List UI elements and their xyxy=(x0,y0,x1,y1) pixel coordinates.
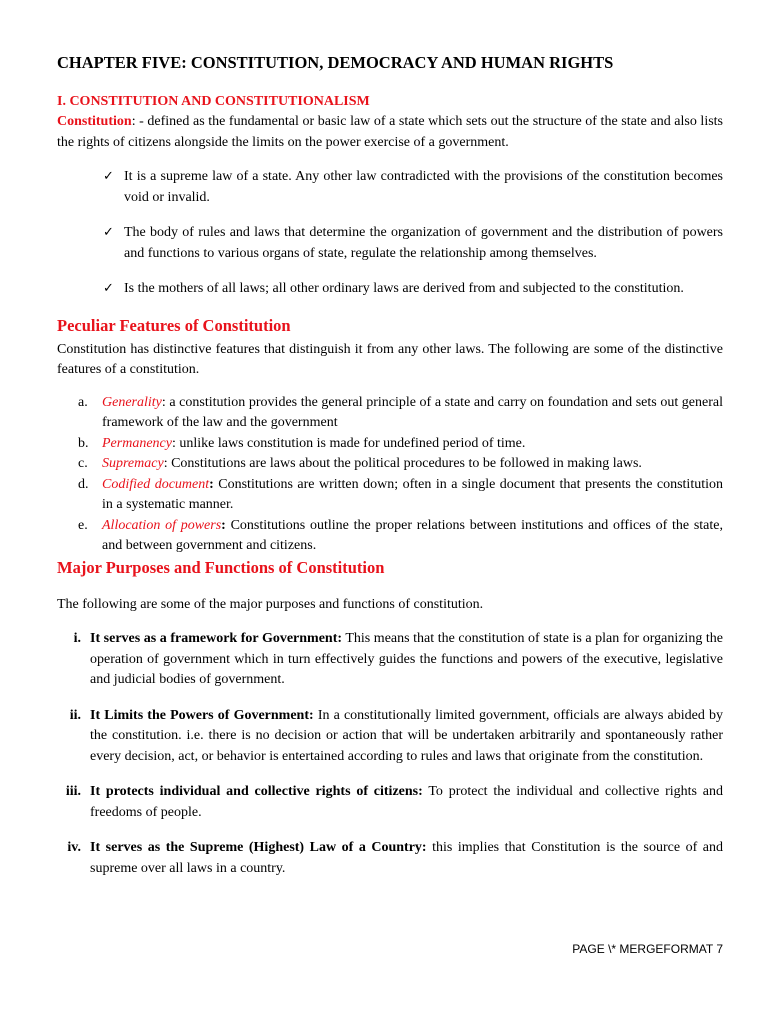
purpose-text: This means that the constitution of state is a plan for organizing the operation of government which in turn effectively guides the functions and powers of the executive, legislative and judicial bodies of government. xyxy=(90,631,723,687)
list-item xyxy=(57,454,723,475)
item-marker: c. xyxy=(78,456,88,471)
item-marker: ii. xyxy=(69,707,81,723)
purpose-lead: It protects individual and collective rights of citizens: xyxy=(90,784,423,799)
purpose-lead: It Limits the Powers of Government: xyxy=(90,707,314,723)
feature-text: Constitutions are written down; often in a single document that presents the constitution in a systematic manner. xyxy=(102,476,723,512)
point-text: Is the mothers of all laws; all other ordinary laws are derived from and subjected to the constitution. xyxy=(124,281,684,296)
feature-term: Supremacy xyxy=(102,456,164,471)
purposes-list xyxy=(57,629,723,879)
purpose-text: In a constitutionally limited government, officials are always abided by the constitution. i.e. there is no decision or action that will be undertaken arbitrarily and spontaneously rather every decision, act, or behavior is entertained according to rules and laws that originate from the constitution. xyxy=(90,707,723,764)
item-marker: a. xyxy=(78,394,88,410)
list-item xyxy=(57,629,723,691)
list-item xyxy=(57,279,723,300)
list-item xyxy=(57,393,723,434)
point-text: The body of rules and laws that determine the organization of government and the distribution of powers and functions to various organs of state, regulate the relationship among themselves. xyxy=(124,225,723,261)
feature-term: Allocation of powers xyxy=(102,517,222,533)
page-footer: PAGE \* MERGEFORMAT 7 xyxy=(572,942,723,956)
section-title: I. CONSTITUTION AND CONSTITUTIONALISM xyxy=(57,94,370,109)
list-item xyxy=(57,516,723,557)
feature-term: Permanency xyxy=(102,435,172,451)
purpose-text: this implies that Constitution is the source of and supreme over all laws in a country. xyxy=(90,840,724,876)
feature-term: Generality xyxy=(102,394,162,410)
checkmark-icon: ✓ xyxy=(103,169,114,184)
definition-text: : - defined as the fundamental or basic law of a state which sets out the structure of the state and also lists the rights of citizens alongside the limits on the power exercise of a government. xyxy=(57,114,723,150)
constitution-points xyxy=(57,167,723,300)
purposes-intro: The following are some of the major purposes and functions of constitution. xyxy=(57,596,484,612)
list-item xyxy=(57,838,723,879)
feature-text: unlike laws constitution is made for undefined period of time. xyxy=(175,435,526,451)
definition-term: Constitution xyxy=(57,114,132,129)
item-marker: e. xyxy=(78,517,88,533)
purpose-lead: It serves as a framework for Government: xyxy=(90,631,343,646)
item-marker: iv. xyxy=(67,840,81,855)
purpose-text: To protect the individual and collective rights and freedoms of people. xyxy=(90,784,723,820)
list-item xyxy=(57,782,723,823)
purpose-lead: It serves as the Supreme (Highest) Law of a Country: xyxy=(90,840,427,855)
checkmark-icon: ✓ xyxy=(103,225,114,240)
constitution-definition xyxy=(57,112,723,153)
feature-sep: : xyxy=(221,517,226,533)
list-item xyxy=(57,167,723,208)
features-list xyxy=(57,393,723,557)
point-text: It is a supreme law of a state. Any other law contradicted with the provisions of the constitution becomes void or invalid. xyxy=(124,169,723,205)
features-intro: Constitution has distinctive features that distinguish it from any other laws. The following are some of the distinctive features of a constitution. xyxy=(57,341,723,377)
list-item xyxy=(57,706,723,768)
feature-term: Codified document xyxy=(102,476,210,492)
list-item xyxy=(57,475,723,516)
feature-sep: : xyxy=(171,435,176,451)
list-item xyxy=(57,223,723,264)
feature-sep: : xyxy=(161,394,166,410)
checkmark-icon: ✓ xyxy=(103,281,114,296)
features-heading: Peculiar Features of Constitution xyxy=(57,315,291,335)
document-page xyxy=(57,52,723,894)
chapter-title: CHAPTER FIVE: CONSTITUTION, DEMOCRACY AND HUMAN RIGHTS xyxy=(57,53,614,72)
feature-text: a constitution provides the general principle of a state and carry on foundation and sets out general framework of the law and the government xyxy=(102,394,723,430)
list-item xyxy=(57,434,723,455)
feature-sep: : xyxy=(209,476,214,492)
feature-text: Constitutions outline the proper relations between institutions and offices of the state, and between government and citizens. xyxy=(102,517,723,553)
item-marker: iii. xyxy=(65,784,81,799)
feature-text: Constitutions are laws about the political procedures to be followed in making laws. xyxy=(167,456,642,471)
item-marker: i. xyxy=(73,631,81,646)
feature-sep: : xyxy=(163,456,168,471)
item-marker: d. xyxy=(78,476,89,492)
item-marker: b. xyxy=(78,435,89,451)
purposes-heading: Major Purposes and Functions of Constitution xyxy=(57,557,385,577)
